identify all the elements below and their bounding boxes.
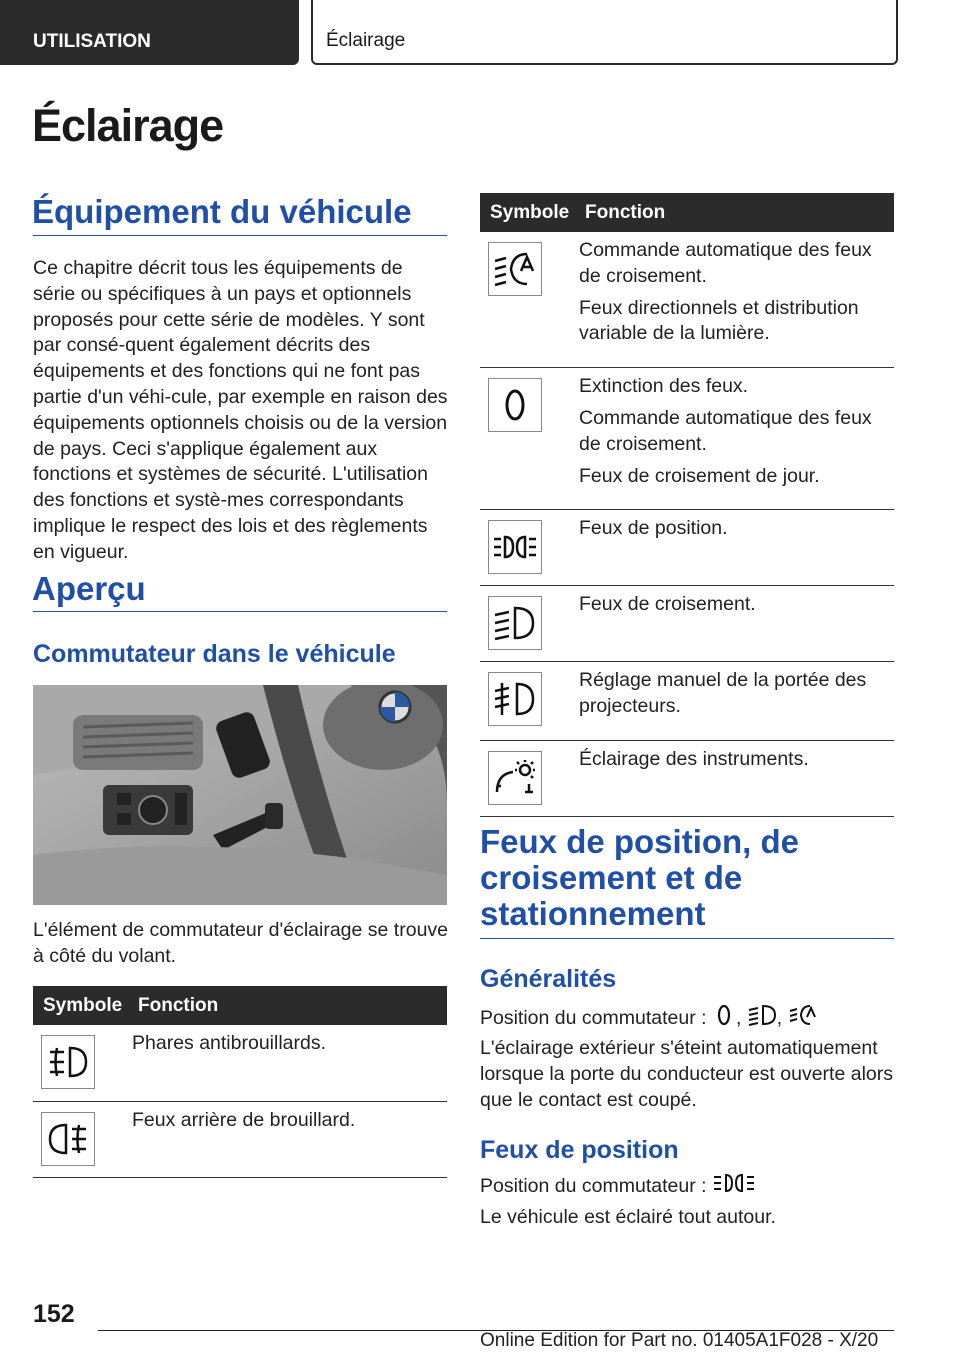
page-number: 152: [33, 1300, 75, 1328]
function-text: Commande automatique des feux de croisement.: [579, 239, 872, 287]
overview-heading: Aperçu: [32, 570, 146, 607]
table-row: [480, 232, 894, 368]
parking-lights-icon: [488, 520, 542, 574]
position-body: Le véhicule est éclairé tout autour.: [480, 1206, 776, 1228]
rear-fog-light-icon: [41, 1112, 95, 1166]
front-fog-lights-icon: [41, 1035, 95, 1089]
table-row: [480, 586, 894, 662]
position-lights-heading: Feux de position, de croisement et de stationnement: [480, 823, 800, 932]
table-row: [480, 368, 894, 510]
function-text: Feux arrière de brouillard.: [132, 1108, 356, 1131]
switch-subheading: Commutateur dans le véhicule: [33, 640, 396, 668]
switch-position-label: Position du commutateur :: [480, 1175, 707, 1198]
function-text: Feux de position.: [579, 517, 728, 540]
lights-off-icon: [712, 1004, 736, 1034]
table-row: [33, 1101, 447, 1177]
general-body: L'éclairage extérieur s'éteint automatiquement lorsque la porte du conducteur est ouverte alors que le contact est coupé.: [480, 1037, 893, 1111]
position-switch-line: [480, 1172, 894, 1202]
symbols-table-right: [480, 193, 894, 817]
function-text: Feux directionnels et distribution variable de la lumière.: [579, 296, 859, 345]
heading-rule: [33, 235, 447, 236]
photo-caption: L'élément de commutateur d'éclairage se trouve à côté du volant.: [33, 919, 449, 967]
function-text: Réglage manuel de la portée des projecteurs.: [579, 669, 867, 718]
switch-position-label: Position du commutateur :: [480, 1007, 707, 1030]
instrument-lighting-icon: [488, 751, 542, 805]
function-text: Phares antibrouillards.: [132, 1032, 327, 1054]
position-subheading: Feux de position: [480, 1136, 679, 1164]
automatic-headlight-icon: [788, 1004, 818, 1034]
column-header-function: Fonction: [575, 193, 894, 232]
low-beam-icon: [747, 1004, 777, 1034]
general-switch-line: Position du commutateur : , ,: [480, 1004, 894, 1034]
light-switch-photo: [33, 685, 447, 905]
symbols-table-left: [33, 986, 447, 1178]
function-text: Éclairage des instruments.: [579, 747, 809, 770]
function-text: Feux de croisement.: [579, 593, 756, 616]
table-row: [480, 662, 894, 741]
column-header-function: Fonction: [128, 986, 447, 1025]
chapter-label: Éclairage: [326, 30, 406, 51]
page-title: Éclairage: [32, 100, 224, 151]
low-beam-icon: [488, 596, 542, 650]
function-text: Feux de croisement de jour.: [579, 464, 820, 487]
parking-lights-icon: [712, 1172, 756, 1202]
headlight-range-icon: [488, 672, 542, 726]
table-row: [480, 510, 894, 586]
automatic-headlight-icon: [488, 242, 542, 296]
function-text: Commande automatique des feux de croisement.: [579, 406, 872, 455]
column-header-symbol: Symbole: [480, 193, 575, 232]
table-row: [33, 1025, 447, 1101]
section-label: UTILISATION: [33, 31, 151, 52]
function-text: Extinction des feux.: [579, 375, 749, 398]
table-row: [480, 740, 894, 816]
general-subheading: Généralités: [480, 965, 617, 993]
footer-edition: Online Edition for Part no. 01405A1F028 - X/20: [480, 1330, 879, 1351]
heading-rule: [480, 938, 894, 939]
equipment-body: Ce chapitre décrit tous les équipements de série ou spécifiques à un pays et optionnels proposés pour cette série de modèles. Y sont par consé-quent également décrits des équipements et des fonctions qui ne font pas partie d'un véhi-cule, par exemple en raison des équipements optionnels choisis ou de la version de pays. Ceci s'applique également aux fonctions et systèmes de sécurité. L'utilisation des fonctions et systè-mes correspondants implique le respect des lois et des règlements en vigueur.: [33, 257, 448, 563]
heading-rule: [33, 611, 447, 612]
section-tab: [0, 0, 299, 65]
equipment-heading: Équipement du véhicule: [32, 193, 412, 230]
lights-off-icon: [488, 378, 542, 432]
chapter-tab: [311, 0, 898, 65]
column-header-symbol: Symbole: [33, 986, 128, 1025]
